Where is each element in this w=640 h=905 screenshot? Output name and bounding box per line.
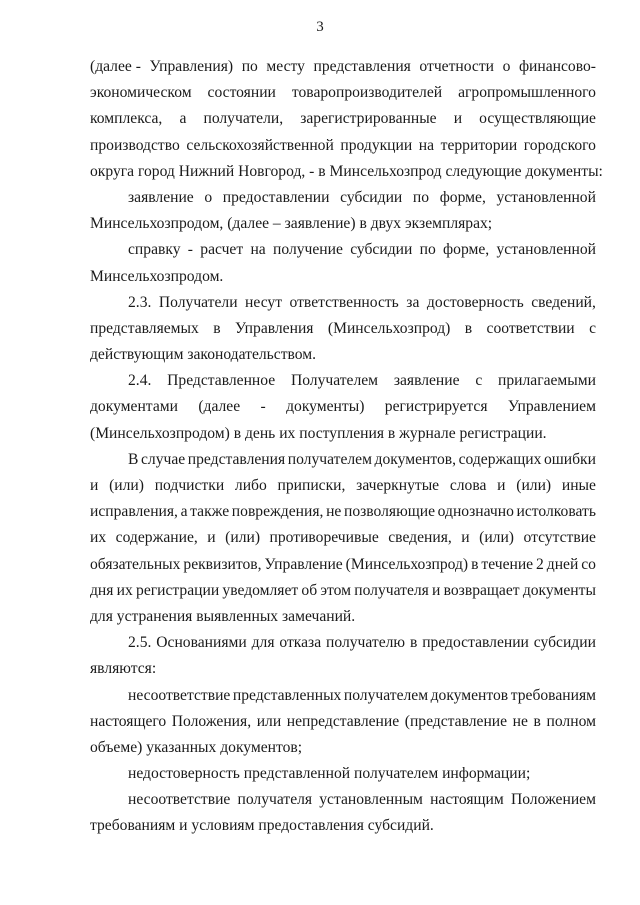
word: форме,	[443, 241, 490, 259]
word: месту	[266, 58, 305, 75]
text-line	[90, 473, 596, 499]
word: по	[241, 58, 258, 75]
page-number: 3	[316, 19, 324, 35]
text-line	[90, 106, 596, 132]
word: -	[187, 241, 193, 259]
word: 2	[536, 555, 544, 573]
word: несоответствие	[128, 686, 231, 704]
word: уведомляет	[222, 581, 299, 599]
word: осуществляющие	[479, 110, 596, 128]
word: содержащих	[458, 450, 542, 468]
word: реквизитов,	[183, 555, 262, 573]
word: зарегистрированные	[300, 110, 437, 128]
word: В	[128, 450, 139, 468]
word: со	[581, 555, 596, 573]
text-line	[90, 447, 596, 473]
text-line	[90, 185, 596, 211]
word: требованиям	[510, 686, 596, 704]
word: заявление	[128, 188, 194, 206]
word: Управления)	[149, 58, 234, 75]
word: установленным	[319, 791, 423, 809]
text-line: для устранения выявленных замечаний.	[90, 607, 356, 625]
word: (или)	[479, 529, 514, 547]
word: настоящего	[90, 712, 167, 730]
word: не	[326, 503, 342, 521]
text-line	[90, 787, 596, 813]
word: прилагаемыми	[498, 372, 596, 390]
word: 2.4.	[128, 372, 152, 390]
word: о	[502, 58, 511, 75]
word: с	[475, 372, 483, 390]
word: также	[190, 503, 230, 521]
text-line	[90, 630, 596, 656]
word: получателя	[237, 791, 313, 809]
word: документами	[90, 398, 178, 416]
word: агропромышленного	[458, 84, 596, 102]
word: Основаниями	[156, 634, 247, 652]
text-line	[90, 499, 596, 525]
word: территории	[440, 136, 518, 154]
word: слова	[449, 477, 487, 494]
text-line	[90, 709, 596, 735]
word: получателя	[354, 581, 429, 599]
word: для	[251, 634, 275, 652]
word: истолковать	[516, 503, 596, 521]
body-text	[90, 54, 603, 840]
word: повреждения,	[231, 503, 324, 521]
word: случае	[141, 450, 186, 468]
text-line	[90, 80, 596, 106]
word: в	[409, 634, 418, 652]
word: документы	[522, 581, 596, 599]
word: и	[497, 477, 506, 494]
word: позволяющие	[343, 503, 436, 521]
word: (или)	[516, 477, 552, 494]
word: (Минсельхозпрод)	[345, 555, 469, 573]
text-line	[90, 578, 596, 604]
word: не	[512, 712, 528, 730]
word: а	[180, 503, 188, 521]
word: подчистки	[154, 477, 225, 494]
word: Положением	[510, 791, 596, 809]
word: Управление	[264, 555, 343, 573]
word: на	[250, 241, 266, 259]
word: продукции	[340, 136, 413, 154]
word: регистрации	[136, 581, 220, 599]
word: иные	[561, 477, 596, 494]
word: дней	[546, 555, 579, 573]
word: и	[207, 529, 216, 547]
word: отчетности	[419, 58, 495, 75]
word: и	[432, 581, 441, 599]
word: городского	[523, 136, 596, 154]
text-line	[90, 290, 596, 316]
word: или	[256, 712, 282, 730]
word: исправления,	[90, 503, 178, 521]
word: Управления	[235, 319, 314, 337]
text-line	[90, 683, 596, 709]
word: этом	[320, 581, 352, 599]
word: обязательных	[90, 555, 181, 573]
word: отказа	[279, 634, 322, 652]
word: за	[406, 293, 420, 311]
word: сведения,	[388, 529, 452, 547]
word: получателю	[326, 634, 406, 652]
word: заявление	[393, 372, 460, 390]
word: форме,	[439, 188, 486, 206]
word: их	[90, 529, 107, 547]
word: об	[301, 581, 318, 599]
text-line: округа город Нижний Новгород, - в Минсельхозпрод следующие документы:	[90, 162, 603, 180]
word: предоставлении	[222, 188, 330, 206]
word: возвращает	[443, 581, 520, 599]
word: предоставлении	[422, 634, 529, 652]
text-line	[90, 394, 596, 420]
word: 2.5.	[128, 634, 152, 652]
word: по	[412, 188, 430, 206]
word: несут	[245, 293, 283, 311]
word: Представленное	[167, 372, 276, 390]
word: получателем	[287, 450, 372, 468]
word: представленных	[232, 686, 342, 704]
text-line: недостоверность представленной получателем информации;	[128, 765, 531, 783]
text-line	[90, 133, 596, 159]
word: (представление	[404, 712, 508, 730]
text-line	[90, 368, 596, 394]
word: (далее	[198, 398, 241, 416]
word: ответственность	[289, 293, 399, 311]
word: непредставление	[286, 712, 400, 730]
word: по	[419, 241, 436, 259]
word: установленной	[496, 241, 596, 259]
word: однозначно	[437, 503, 514, 521]
word: экономическом	[90, 84, 192, 102]
word: установленной	[496, 188, 596, 206]
word: документов	[430, 686, 509, 704]
word: регистрируется	[384, 398, 488, 416]
word: ошибки	[543, 450, 596, 468]
text-line	[90, 525, 596, 551]
word: и	[461, 529, 470, 547]
word: представления	[187, 450, 286, 468]
word: представляемых	[90, 319, 199, 337]
word: дня	[90, 581, 114, 599]
word: течение	[481, 555, 534, 573]
word: а	[179, 110, 187, 128]
word: (Минсельхозпрод)	[327, 319, 451, 337]
word: сельскохозяйственной	[186, 136, 334, 154]
word: -	[260, 398, 266, 416]
word: расчет	[200, 241, 244, 259]
text-line	[90, 237, 596, 263]
word: с	[589, 319, 596, 337]
word: в	[471, 555, 479, 573]
word: получатели,	[203, 110, 284, 128]
word: (далее -	[90, 58, 141, 75]
word: субсидии	[350, 241, 413, 259]
word: приписки,	[277, 477, 346, 494]
word: товаропроизводителей	[291, 84, 443, 102]
word: и	[453, 110, 463, 128]
text-line: требованиям и условиям предоставления субсидий.	[90, 817, 434, 835]
word: получение	[273, 241, 343, 259]
word: документов,	[374, 450, 457, 468]
text-line	[90, 552, 596, 578]
word: (или)	[225, 529, 261, 547]
word: на	[418, 136, 435, 154]
word: 2.3.	[128, 293, 152, 311]
word: зачеркнутые	[356, 477, 440, 494]
word: в	[213, 319, 221, 337]
word: производство	[90, 136, 180, 154]
text-line: объеме) указанных документов;	[90, 738, 303, 756]
word: (или)	[109, 477, 144, 494]
word: о	[204, 188, 213, 206]
word: содержание,	[115, 529, 198, 547]
word: и	[90, 477, 99, 494]
text-line	[90, 316, 596, 342]
text-line: Минсельхозпродом, (далее – заявление) в двух экземплярах;	[90, 215, 493, 233]
word: отсутствие	[523, 529, 596, 547]
word: несоответствие	[128, 791, 231, 809]
word: полном	[546, 712, 596, 730]
word: субсидии	[340, 188, 403, 206]
word: либо	[234, 477, 267, 494]
word: документы)	[286, 398, 365, 416]
word: противоречивые	[269, 529, 379, 547]
word: соответствии	[486, 319, 575, 337]
word: комплекса,	[90, 110, 163, 128]
word: представления	[313, 58, 411, 75]
text-line: действующим законодательством.	[90, 346, 317, 364]
word: получателем	[343, 686, 429, 704]
word: Управлением	[507, 398, 596, 416]
word: субсидии	[533, 634, 596, 652]
word: их	[116, 581, 133, 599]
text-line: (Минсельхозпродом) в день их поступления в журнале регистрации.	[90, 424, 547, 442]
text-line	[90, 54, 596, 80]
word: справку	[128, 241, 181, 259]
word: Получателем	[290, 372, 379, 390]
word: состоянии	[207, 84, 276, 102]
word: в	[533, 712, 541, 730]
text-line: являются:	[90, 660, 157, 678]
word: финансово-	[518, 58, 596, 75]
word: настоящим	[430, 791, 504, 809]
word: Положения,	[171, 712, 252, 730]
word: достоверность	[426, 293, 524, 311]
word: в	[464, 319, 473, 337]
text-line: Минсельхозпродом.	[90, 267, 224, 285]
word: сведений,	[531, 293, 596, 311]
word: Получатели	[158, 293, 238, 311]
